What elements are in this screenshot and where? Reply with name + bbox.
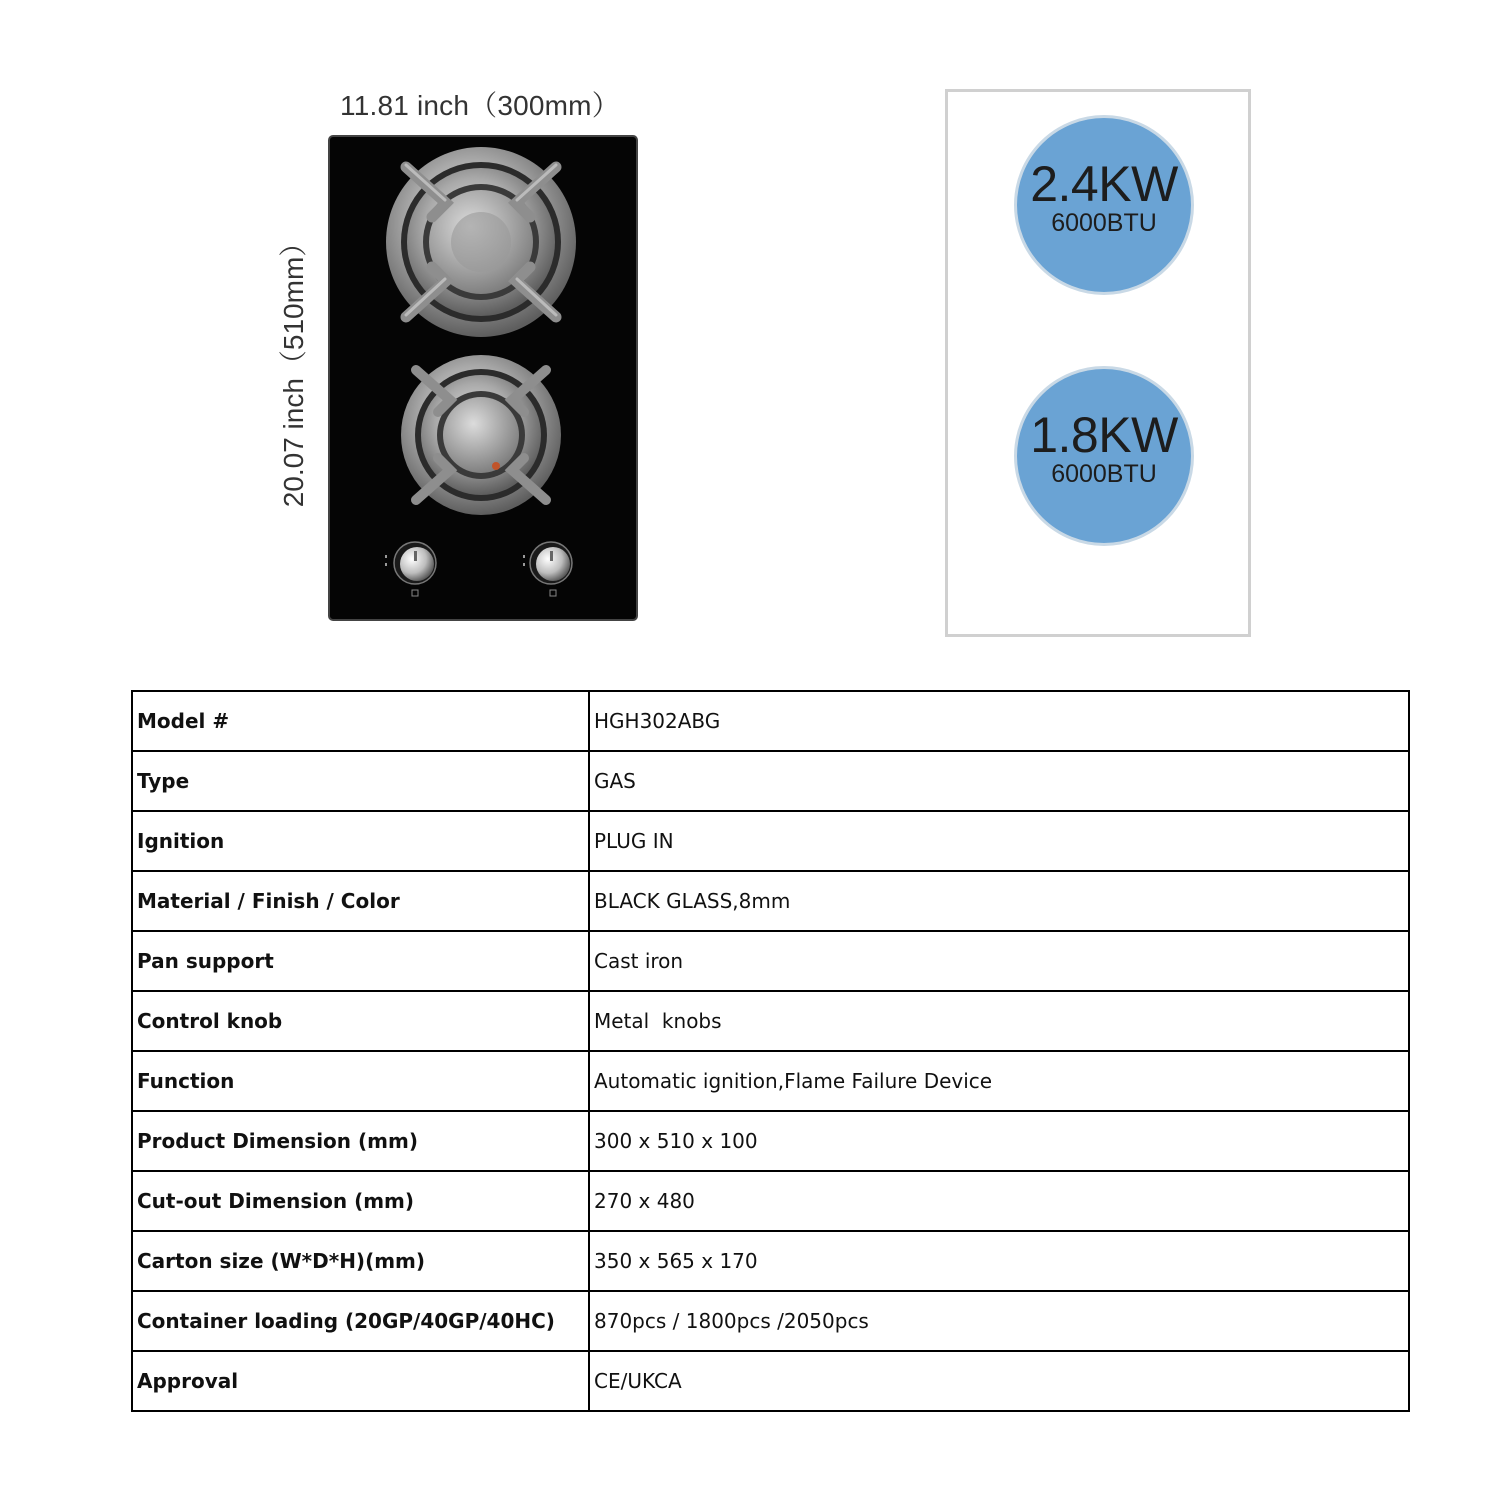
spec-value: 870pcs / 1800pcs /2050pcs [589,1291,1409,1351]
spec-value: BLACK GLASS,8mm [589,871,1409,931]
table-row [132,991,1409,1051]
spec-value: HGH302ABG [589,691,1409,751]
table-row [132,931,1409,991]
spec-value: 350 x 565 x 170 [589,1231,1409,1291]
spec-value: GAS [589,751,1409,811]
gas-hob-image [328,135,638,621]
spec-label: Approval [132,1351,589,1411]
small-burner-graphic [401,355,561,515]
table-row [132,1051,1409,1111]
table-row [132,751,1409,811]
burner-power-kw: 1.8KW [1030,407,1178,463]
width-dimension-label: 11.81 inch（300mm） [340,90,620,121]
table-row [132,871,1409,931]
table-row [132,1231,1409,1291]
table-row [132,1291,1409,1351]
spec-value: Automatic ignition,Flame Failure Device [589,1051,1409,1111]
table-row [132,691,1409,751]
spec-label: Model # [132,691,589,751]
spec-label: Cut-out Dimension (mm) [132,1171,589,1231]
spec-label: Product Dimension (mm) [132,1111,589,1171]
table-row [132,1111,1409,1171]
table-row [132,811,1409,871]
spec-label: Carton size (W*D*H)(mm) [132,1231,589,1291]
spec-value: 300 x 510 x 100 [589,1111,1409,1171]
burner-power-circle [1014,115,1194,295]
spec-value: PLUG IN [589,811,1409,871]
spec-label: Ignition [132,811,589,871]
height-dimension-label: 20.07 inch（510mm） [278,228,309,508]
table-row [132,1351,1409,1411]
spec-label: Control knob [132,991,589,1051]
spec-value: Cast iron [589,931,1409,991]
spec-label: Type [132,751,589,811]
burner-power-btu: 6000BTU [1051,209,1157,237]
large-burner-graphic [386,147,576,337]
spec-value: Metal knobs [589,991,1409,1051]
burner-power-panel [945,89,1251,637]
spec-label: Function [132,1051,589,1111]
specification-table [131,690,1410,1412]
spec-label: Container loading (20GP/40GP/40HC) [132,1291,589,1351]
spec-value: CE/UKCA [589,1351,1409,1411]
table-row [132,1171,1409,1231]
spec-label: Pan support [132,931,589,991]
burner-power-kw: 2.4KW [1030,156,1178,212]
spec-value: 270 x 480 [589,1171,1409,1231]
burner-power-btu: 6000BTU [1051,460,1157,488]
burner-power-circle [1014,366,1194,546]
spec-label: Material / Finish / Color [132,871,589,931]
